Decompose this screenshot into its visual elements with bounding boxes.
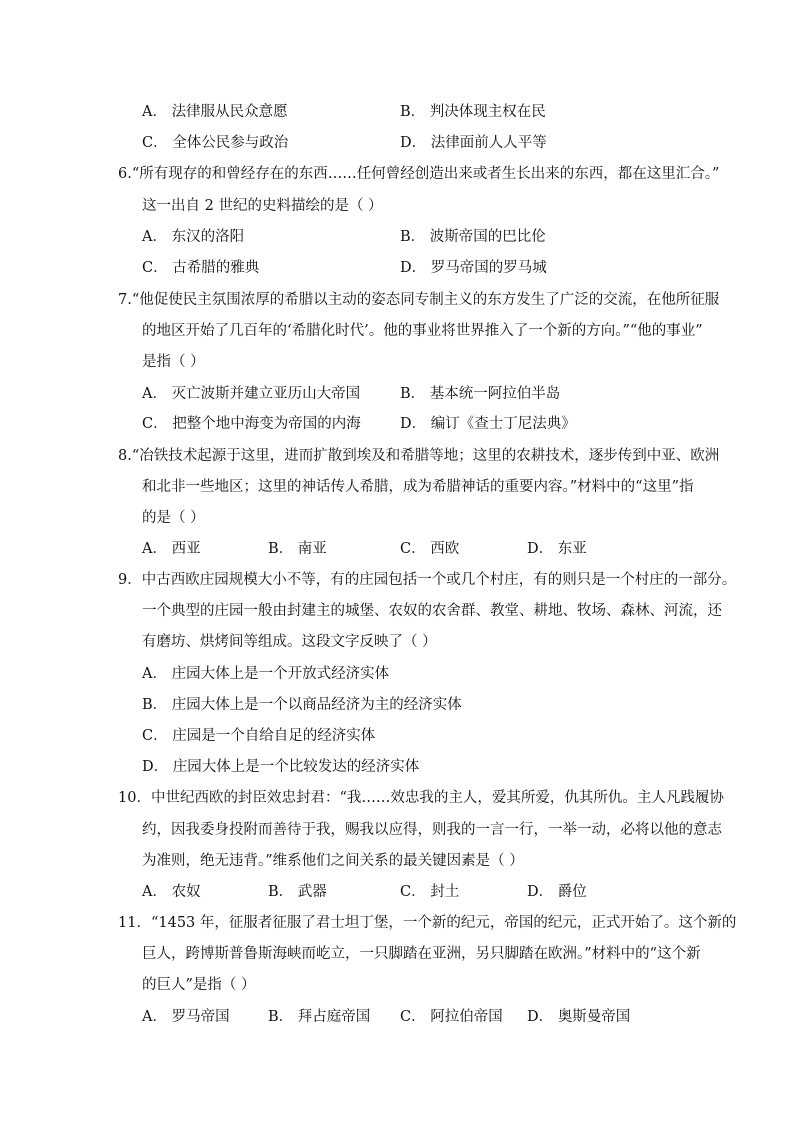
q7-option-a: A． 灭亡波斯并建立亚历山大帝国	[142, 386, 361, 402]
q8-option-c: C． 西欧	[400, 541, 460, 557]
q6-stem-line-2: 这一出自 2 世纪的史料描绘的是（ ）	[142, 198, 383, 214]
q6-option-d: D． 罗马帝国的罗马城	[400, 260, 547, 276]
q7-option-c: C． 把整个地中海变为帝国的内海	[142, 416, 361, 432]
q9-option-d: D． 庄园大体上是一个比较发达的经济实体	[142, 759, 420, 775]
q10-stem-line-2: 约，因我委身投附而善待于我，赐我以应得，则我的一言一行，一举一动，必将以他的意志	[142, 822, 722, 838]
q6-option-b: B． 波斯帝国的巴比伦	[400, 229, 546, 245]
q9-stem-line-3: 有磨坊、烘烤间等组成。这段文字反映了（ ）	[142, 634, 437, 650]
q11-stem-line-3: 的巨人”是指（ ）	[142, 977, 256, 993]
q9-stem-line-2: 一个典型的庄园一般由封建主的城堡、农奴的农舍群、教堂、耕地、牧场、森林、河流，还	[142, 603, 722, 619]
q5-option-a: A． 法律服从民众意愿	[142, 104, 288, 120]
q9-option-c: C． 庄园是一个自给自足的经济实体	[142, 728, 376, 744]
q8-stem-line-1: 8.“冶铁技术起源于这里，进而扩散到埃及和希腊等地；这里的农耕技术，逐步传到中亚、欧洲	[118, 448, 720, 464]
q11-option-d: D． 奥斯曼帝国	[527, 1009, 631, 1025]
q5-option-b: B． 判决体现主权在民	[400, 104, 546, 120]
q10-stem-line-3: 为准则，绝无违背。”维系他们之间关系的最关键因素是（ ）	[142, 853, 524, 869]
q10-stem-line-1: 10．中世纪西欧的封臣效忠封君：“我……效忠我的主人，爱其所爱，仇其所仇。主人凡践履协	[118, 790, 724, 806]
q6-stem-line-1: 6.“所有现存的和曾经存在的东西……任何曾经创造出来或者生长出来的东西，都在这里汇合。”	[118, 166, 720, 182]
q11-stem-line-2: 巨人，跨博斯普鲁斯海峡而屹立，一只脚踏在亚洲，另只脚踏在欧洲。”材料中的“这个新	[142, 946, 701, 962]
q6-option-a: A． 东汉的洛阳	[142, 229, 245, 245]
q8-stem-line-2: 和北非一些地区；这里的神话传人希腊，成为希腊神话的重要内容。”材料中的“这里”指	[142, 479, 694, 495]
q11-option-a: A． 罗马帝国	[142, 1009, 230, 1025]
q9-stem-line-1: 9．中古西欧庄园规模大小不等，有的庄园包括一个或几个村庄，有的则只是一个村庄的一部分。	[118, 572, 737, 588]
q11-option-c: C． 阿拉伯帝国	[400, 1009, 503, 1025]
q9-option-a: A． 庄园大体上是一个开放式经济实体	[142, 666, 390, 682]
q6-option-c: C． 古希腊的雅典	[142, 260, 260, 276]
q10-option-a: A． 农奴	[142, 884, 201, 900]
q7-option-d: D． 编订《查士丁尼法典》	[400, 416, 576, 432]
q11-option-b: B． 拜占庭帝国	[268, 1009, 371, 1025]
q11-stem-line-1: 11．“1453 年，征服者征服了君士坦丁堡，一个新的纪元，帝国的纪元，正式开始了。这个新的	[118, 915, 737, 931]
q10-option-d: D． 爵位	[527, 884, 587, 900]
q8-option-d: D． 东亚	[527, 541, 587, 557]
q8-stem-line-3: 的是（ ）	[142, 510, 205, 526]
q9-option-b: B． 庄园大体上是一个以商品经济为主的经济实体	[142, 697, 462, 713]
q7-stem-line-2: 的地区开始了几百年的‘希腊化时代’。他的事业将世界推入了一个新的方向。”“他的事业”	[142, 323, 703, 339]
q5-option-d: D． 法律面前人人平等	[400, 135, 547, 151]
q8-option-a: A． 西亚	[142, 541, 201, 557]
q5-option-c: C． 全体公民参与政治	[142, 135, 289, 151]
q8-option-b: B． 南亚	[268, 541, 327, 557]
q10-option-c: C． 封土	[400, 884, 460, 900]
q7-option-b: B． 基本统一阿拉伯半岛	[400, 386, 561, 402]
q7-stem-line-1: 7.“他促使民主氛围浓厚的希腊以主动的姿态同专制主义的东方发生了广泛的交流，在他所征服	[118, 292, 720, 308]
q10-option-b: B． 武器	[268, 884, 327, 900]
q7-stem-line-3: 是指（ ）	[142, 354, 205, 370]
